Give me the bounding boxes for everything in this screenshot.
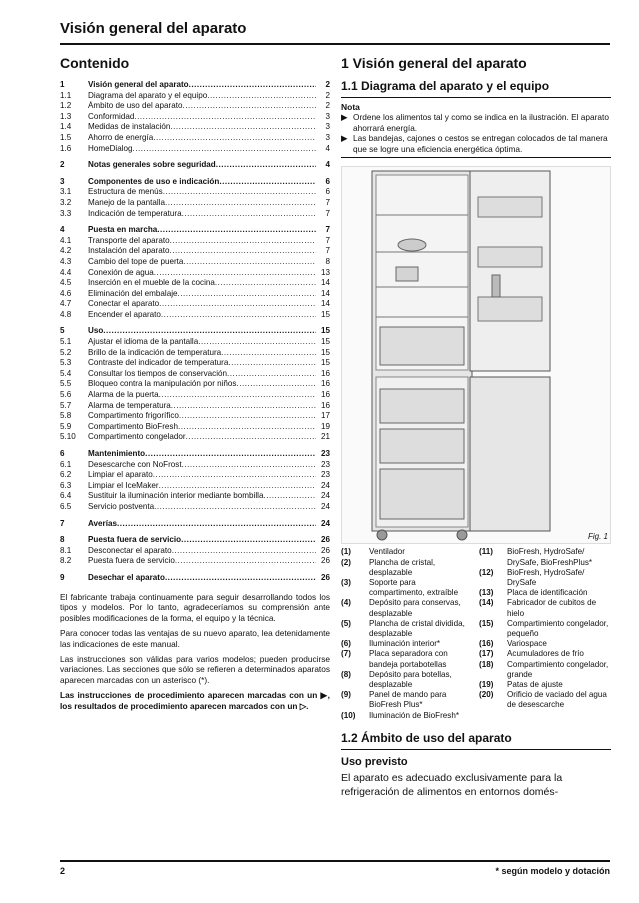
note-text: Las bandejas, cajones o cestos se entregan colocados de tal manera que se logre una eficiencia energética óptima. — [353, 133, 608, 154]
fridge-illustration — [342, 167, 610, 543]
toc-row[interactable] — [60, 519, 330, 530]
subsection-title: 1.1 Diagrama del aparato y el equipo — [341, 79, 550, 93]
toc-title: Notas generales sobre seguridad ..... — [88, 160, 316, 171]
toc-page: 4 — [325, 160, 330, 170]
toc-page: 16 — [320, 368, 330, 378]
legend-number: (9) — [341, 690, 351, 700]
toc-row[interactable] — [60, 369, 330, 380]
toc-row[interactable] — [60, 144, 330, 155]
legend-item — [341, 558, 473, 578]
toc-number: 5 — [60, 326, 65, 336]
legend-number: (4) — [341, 598, 351, 608]
uso-title: Uso previsto — [341, 755, 408, 768]
footer-note: * según modelo y dotación — [495, 866, 610, 876]
toc-number: 5.9 — [60, 421, 72, 431]
toc-number: 8.1 — [60, 545, 72, 555]
toc-row[interactable] — [60, 225, 330, 236]
toc-row[interactable] — [60, 257, 330, 268]
toc-page: 13 — [320, 267, 330, 277]
legend-right — [479, 547, 611, 720]
toc-page: 17 — [320, 411, 330, 421]
toc-title: Desechar el aparato ..... — [88, 573, 316, 584]
toc-page: 23 — [320, 449, 330, 458]
toc-page: 26 — [320, 535, 330, 545]
toc-group — [60, 326, 330, 443]
toc-page: 26 — [320, 556, 330, 566]
toc-title: Compartimento congelador ..... — [88, 432, 316, 443]
note-item — [341, 133, 611, 154]
toc-page: 2 — [325, 101, 330, 111]
legend-item — [479, 588, 611, 598]
toc-number: 6.5 — [60, 501, 72, 511]
toc-page: 19 — [320, 421, 330, 431]
legend-number: (3) — [341, 577, 351, 587]
legend-item — [341, 598, 473, 618]
legend-text: Plancha de cristal dividida, desplazable — [369, 618, 465, 638]
toc-group — [60, 535, 330, 567]
toc-title: Averías ..... — [88, 519, 316, 530]
toc-page: 3 — [325, 122, 330, 132]
toc-row[interactable] — [60, 358, 330, 369]
toc-title: Sustituir la iluminación interior mediante bombilla ..... — [88, 491, 316, 502]
toc-number: 3 — [60, 176, 65, 186]
right-column — [341, 55, 611, 799]
legend-text: BioFresh, HydroSafe/ DrySafe, BioFreshPlus* — [507, 547, 593, 567]
legend-text: Ventilador — [369, 547, 405, 557]
header-rule — [60, 43, 610, 45]
toc-title: Contenido — [60, 55, 130, 71]
legend-text: Compartimiento congelador, pequeño — [507, 618, 609, 638]
legend-item — [341, 619, 473, 639]
legend-number: (1) — [341, 547, 351, 557]
toc-group — [60, 160, 330, 171]
toc-title: Conectar el aparato ..... — [88, 299, 316, 310]
toc-row[interactable] — [60, 160, 330, 171]
toc-number: 4.5 — [60, 278, 72, 288]
intro-text — [60, 592, 330, 712]
legend-item — [341, 547, 473, 557]
toc-page: 14 — [320, 278, 330, 288]
toc-row[interactable] — [60, 535, 330, 546]
legend-number: (18) — [479, 659, 494, 669]
toc-row[interactable] — [60, 502, 330, 513]
toc-title: Compartimento BioFresh ..... — [88, 422, 316, 433]
toc-page: 24 — [320, 480, 330, 490]
toc-title: Eliminación del embalaje ..... — [88, 289, 316, 300]
legend-text: Acumuladores de frío — [507, 649, 584, 659]
legend-number: (11) — [479, 547, 493, 557]
toc-group — [60, 80, 330, 154]
legend-text: Placa separadora con bandeja portabotellas — [369, 649, 448, 669]
toc-number: 4.8 — [60, 309, 72, 319]
toc-title: Diagrama del aparato y el equipo ..... — [88, 91, 316, 102]
toc-number: 1.3 — [60, 111, 72, 121]
toc-title: Limpiar el IceMaker ..... — [88, 481, 316, 492]
left-column — [60, 55, 330, 716]
toc-title: Ámbito de uso del aparato ..... — [88, 101, 316, 112]
toc-title: Alarma de temperatura ..... — [88, 401, 316, 412]
toc-number: 4 — [60, 225, 65, 235]
toc-number: 2 — [60, 160, 65, 170]
toc-group — [60, 573, 330, 584]
page-header-title: Visión general del aparato — [60, 20, 247, 37]
toc-page: 15 — [320, 337, 330, 347]
toc-row[interactable] — [60, 209, 330, 220]
legend-text: Fabricador de cubitos de hielo — [507, 598, 597, 618]
toc-page: 2 — [325, 90, 330, 100]
toc-number: 9 — [60, 572, 65, 582]
toc-row[interactable] — [60, 573, 330, 584]
toc-title: Puesta en marcha ..... — [88, 225, 316, 236]
figure-label: Fig. 1 — [587, 532, 608, 542]
toc-number: 4.7 — [60, 299, 72, 309]
legend-text: Iluminación interior* — [369, 639, 441, 649]
toc-row[interactable] — [60, 326, 330, 337]
toc-title: Conformidad ..... — [88, 112, 316, 123]
toc-row[interactable] — [60, 198, 330, 209]
legend-number: (13) — [479, 588, 494, 598]
toc-title: Manejo de la pantalla ..... — [88, 198, 316, 209]
toc-title: Desconectar el aparato ..... — [88, 546, 316, 557]
toc-page: 15 — [320, 358, 330, 368]
toc-number: 1.2 — [60, 101, 72, 111]
toc-page: 3 — [325, 132, 330, 142]
toc-title: Contraste del indicador de temperatura ..... — [88, 358, 316, 369]
toc-number: 5.5 — [60, 379, 72, 389]
toc-number: 3.3 — [60, 208, 72, 218]
toc-title: Puesta fuera de servicio ..... — [88, 556, 316, 567]
legend-text: Iluminación de BioFresh* — [369, 710, 459, 720]
legend-item — [479, 660, 611, 680]
toc-title: Brillo de la indicación de temperatura ..... — [88, 348, 316, 359]
toc-row[interactable] — [60, 122, 330, 133]
toc-page: 7 — [325, 246, 330, 256]
toc-number: 4.4 — [60, 267, 72, 277]
toc-title: Inserción en el mueble de la cocina ..... — [88, 278, 316, 289]
toc-row[interactable] — [60, 432, 330, 443]
toc-row[interactable] — [60, 101, 330, 112]
toc-page: 23 — [320, 470, 330, 480]
toc-number: 6 — [60, 449, 65, 458]
intro-paragraph: Para conocer todas las ventajas de su nuevo aparato, lea detenidamente las indicaciones de este manual. — [60, 627, 330, 649]
toc-number: 5.2 — [60, 347, 72, 357]
toc-page: 16 — [320, 379, 330, 389]
table-of-contents — [60, 80, 330, 584]
toc-row[interactable] — [60, 246, 330, 257]
legend-item — [341, 639, 473, 649]
toc-page: 8 — [325, 256, 330, 266]
toc-number: 1.5 — [60, 132, 72, 142]
toc-row[interactable] — [60, 177, 330, 188]
toc-page: 16 — [320, 390, 330, 400]
toc-title: Compartimento frigorífico ..... — [88, 411, 316, 422]
toc-title: Conexión de agua ..... — [88, 268, 316, 279]
legend-number: (2) — [341, 557, 351, 567]
legend-text: Plancha de cristal, desplazable — [369, 557, 436, 577]
toc-title: Uso ..... — [88, 326, 316, 337]
toc-row[interactable] — [60, 481, 330, 492]
legend-left — [341, 547, 473, 720]
legend-number: (20) — [479, 690, 494, 700]
toc-row[interactable] — [60, 411, 330, 422]
toc-row[interactable] — [60, 460, 330, 471]
toc-row[interactable] — [60, 268, 330, 279]
page-number: 2 — [60, 866, 66, 876]
toc-page: 24 — [320, 491, 330, 501]
toc-page: 23 — [320, 459, 330, 469]
legend-item — [479, 619, 611, 639]
legend-number: (7) — [341, 649, 351, 659]
toc-page: 15 — [320, 326, 330, 336]
toc-title: Visión general del aparato ..... — [88, 80, 316, 91]
toc-number: 1.4 — [60, 122, 72, 132]
toc-page: 14 — [320, 288, 330, 298]
toc-page: 15 — [320, 347, 330, 357]
legend-item — [341, 649, 473, 669]
legend-number: (17) — [479, 649, 494, 659]
legend-item — [479, 547, 611, 567]
legend-item — [479, 639, 611, 649]
toc-number: 8 — [60, 535, 65, 545]
legend-number: (19) — [479, 680, 494, 690]
toc-number: 6.2 — [60, 470, 72, 480]
legend-text: Soporte para compartimento, extraíble — [369, 577, 459, 598]
toc-page: 26 — [320, 572, 330, 582]
toc-number: 5.1 — [60, 337, 72, 347]
section-title: 1 Visión general del aparato — [341, 55, 527, 71]
intro-paragraph-bold: Las instrucciones de procedimiento aparecen marcadas con un ▶, los resultados de procedimiento aparecen marcados con un ▷. — [60, 689, 330, 711]
toc-title: HomeDialog ..... — [88, 144, 316, 155]
toc-group — [60, 519, 330, 530]
legend-text: Orificio de vaciado del agua de desescarche — [507, 690, 607, 710]
subsection-title: 1.2 Ámbito de uso del aparato — [341, 730, 512, 745]
toc-page: 6 — [325, 176, 330, 186]
toc-row[interactable] — [60, 187, 330, 198]
legend-text: BioFresh, HydroSafe/ DrySafe — [507, 567, 585, 587]
toc-row[interactable] — [60, 278, 330, 289]
toc-number: 6.4 — [60, 491, 72, 501]
toc-page: 26 — [320, 545, 330, 555]
toc-page: 7 — [325, 197, 330, 207]
legend-text: Placa de identificación — [507, 588, 588, 598]
legend-number: (10) — [341, 710, 356, 720]
toc-title: Medidas de instalación ..... — [88, 122, 316, 133]
toc-title: Estructura de menús ..... — [88, 187, 316, 198]
toc-title: Servicio postventa ..... — [88, 502, 316, 513]
legend-item — [341, 578, 473, 598]
toc-page: 6 — [325, 187, 330, 197]
legend-text: Depósito para conservas, desplazable — [369, 598, 461, 618]
toc-page: 24 — [320, 501, 330, 511]
toc-page: 4 — [325, 143, 330, 153]
toc-row[interactable] — [60, 348, 330, 359]
fridge-diagram — [341, 166, 611, 544]
toc-page: 15 — [320, 309, 330, 319]
toc-number: 4.6 — [60, 288, 72, 298]
toc-group — [60, 225, 330, 320]
intro-paragraph: Las instrucciones son válidas para varios modelos; pueden producirse variaciones. Las secciones que sólo se refieren a determinados aparatos aparecen marcadas con un asterisco (*). — [60, 653, 330, 686]
divider — [341, 749, 611, 750]
legend-item — [479, 649, 611, 659]
legend-text: Patas de ajuste — [507, 680, 563, 690]
toc-row[interactable] — [60, 379, 330, 390]
toc-number: 4.1 — [60, 235, 72, 245]
toc-page: 7 — [325, 208, 330, 218]
toc-row[interactable] — [60, 112, 330, 123]
toc-page: 3 — [325, 111, 330, 121]
legend-number: (16) — [479, 639, 494, 649]
toc-title: Encender el aparato ..... — [88, 310, 316, 321]
divider — [341, 157, 611, 158]
legend-number: (12) — [479, 567, 494, 577]
toc-title: Ajustar el idioma de la pantalla ..... — [88, 337, 316, 348]
toc-page: 7 — [325, 225, 330, 235]
toc-row[interactable] — [60, 556, 330, 567]
legend-text: Panel de mando para BioFresh Plus* — [369, 690, 447, 710]
toc-number: 1.6 — [60, 143, 72, 153]
toc-page: 24 — [320, 518, 330, 528]
toc-title: Alarma de la puerta ..... — [88, 390, 316, 401]
legend-number: (6) — [341, 639, 351, 649]
toc-title: Cambio del tope de puerta ..... — [88, 257, 316, 268]
legend-number: (15) — [479, 618, 494, 628]
toc-number: 3.2 — [60, 197, 72, 207]
toc-number: 7 — [60, 518, 65, 528]
toc-title: Instalación del aparato ..... — [88, 246, 316, 257]
toc-number: 4.3 — [60, 256, 72, 266]
note-label: Nota — [341, 102, 360, 112]
uso-text: El aparato es adecuado exclusivamente para la refrigeración de alimentos en entornos domés- — [341, 771, 563, 798]
toc-page: 21 — [320, 432, 330, 442]
note-text: Ordene los alimentos tal y como se indica en la ilustración. El aparato ahorrará energía. — [353, 112, 609, 133]
toc-title: Puesta fuera de servicio ..... — [88, 535, 316, 546]
legend-text: Compartimiento congelador, grande — [507, 659, 609, 679]
toc-group — [60, 177, 330, 219]
intro-paragraph: El fabricante trabaja continuamente para seguir desarrollando todos los tipos y modelos. Por lo tanto, agradeceríamos su comprensión ante posibles modificaciones de la forma, el equipo y la técnica. — [60, 591, 330, 624]
toc-number: 4.2 — [60, 246, 72, 256]
toc-title: Limpiar el aparato ..... — [88, 470, 316, 481]
toc-row[interactable] — [60, 449, 330, 460]
toc-number: 6.1 — [60, 459, 72, 469]
toc-title: Transporte del aparato ..... — [88, 236, 316, 247]
toc-title: Componentes de uso e indicación ..... — [88, 177, 316, 188]
toc-row[interactable] — [60, 390, 330, 401]
toc-title: Mantenimiento ..... — [88, 449, 316, 460]
legend-number: (5) — [341, 618, 351, 628]
toc-title: Consultar los tiempos de conservación ..... — [88, 369, 316, 380]
toc-page: 2 — [325, 80, 330, 89]
toc-row[interactable] — [60, 401, 330, 412]
toc-number: 5.8 — [60, 411, 72, 421]
toc-title: Indicación de temperatura ..... — [88, 209, 316, 220]
toc-group — [60, 449, 330, 513]
toc-row[interactable] — [60, 299, 330, 310]
toc-row[interactable] — [60, 133, 330, 144]
legend-item — [479, 680, 611, 690]
toc-number: 6.3 — [60, 480, 72, 490]
legend-number: (14) — [479, 598, 494, 608]
toc-row[interactable] — [60, 470, 330, 481]
note-item — [341, 112, 611, 133]
legend-item — [341, 711, 473, 721]
toc-number: 1 — [60, 80, 65, 89]
toc-row[interactable] — [60, 337, 330, 348]
arrow-icon: ▶ — [341, 133, 348, 144]
divider — [341, 97, 611, 98]
toc-number: 1.1 — [60, 90, 72, 100]
toc-row[interactable] — [60, 422, 330, 433]
toc-title: Bloqueo contra la manipulación por niños ..... — [88, 379, 316, 390]
toc-row[interactable] — [60, 289, 330, 300]
legend-item — [341, 670, 473, 690]
legend-item — [341, 690, 473, 710]
toc-number: 5.7 — [60, 400, 72, 410]
legend-text: Depósito para botellas, desplazable — [369, 669, 452, 690]
arrow-icon: ▶ — [341, 112, 348, 122]
toc-row[interactable] — [60, 546, 330, 557]
legend-number: (8) — [341, 669, 351, 679]
toc-row[interactable] — [60, 236, 330, 247]
toc-row[interactable] — [60, 80, 330, 91]
toc-page: 16 — [320, 400, 330, 410]
toc-title: Ahorro de energía ..... — [88, 133, 316, 144]
legend-text: Variospace — [507, 639, 547, 649]
legend-item — [479, 598, 611, 618]
legend-item — [479, 690, 611, 710]
legend-item — [479, 568, 611, 588]
toc-number: 8.2 — [60, 556, 72, 566]
toc-row[interactable] — [60, 491, 330, 502]
figure-legend — [341, 547, 611, 720]
toc-number: 3.1 — [60, 187, 72, 197]
toc-number: 5.3 — [60, 358, 72, 368]
toc-number: 5.10 — [60, 432, 76, 442]
toc-number: 5.6 — [60, 390, 72, 400]
toc-row[interactable] — [60, 91, 330, 102]
toc-number: 5.4 — [60, 368, 72, 378]
toc-page: 14 — [320, 299, 330, 309]
toc-page: 7 — [325, 235, 330, 245]
toc-title: Desescarche con NoFrost ..... — [88, 460, 316, 471]
toc-row[interactable] — [60, 310, 330, 321]
footer-rule — [60, 860, 610, 862]
